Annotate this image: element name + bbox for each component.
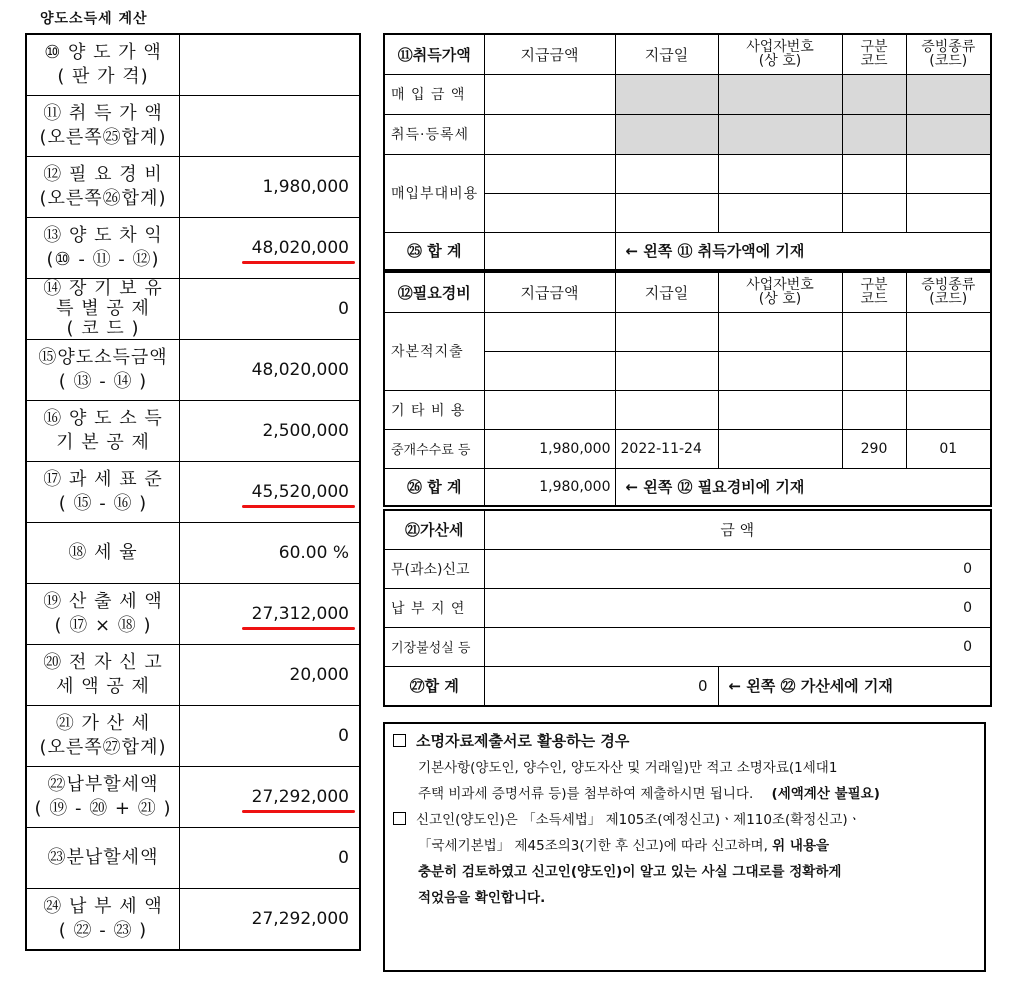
tax-base-field[interactable] (180, 462, 361, 523)
col-header-line: (코드) (929, 53, 968, 70)
table-row (26, 767, 360, 828)
cell-input[interactable] (615, 154, 718, 193)
checkbox[interactable] (393, 812, 406, 825)
cell-input[interactable] (718, 193, 842, 232)
col-header (906, 272, 991, 312)
row-label: ⑩ 양 도 가 액 (44, 42, 162, 63)
row-label: ⑬ 양 도 차 익 (43, 225, 163, 246)
table-row (26, 523, 360, 584)
cell-input[interactable] (842, 193, 906, 232)
row-label: 기 본 공 제 (56, 432, 150, 453)
table-row (26, 584, 360, 645)
row-label: ( ㉒ - ㉓ ) (58, 920, 148, 941)
table-header-row (384, 34, 991, 74)
table-row (26, 401, 360, 462)
row-label: ( ⑲ - ⑳ + ㉑ ) (34, 798, 172, 819)
row-label: ㉑ 가 산 세 (55, 713, 151, 734)
row-label: 매 입 금 액 (384, 74, 484, 114)
row-label: 중개수수료 등 (384, 429, 484, 468)
cell-input[interactable] (718, 351, 842, 390)
row-label: 특 별 공 제 (56, 298, 150, 319)
row-label: ( ⑮ - ⑯ ) (58, 493, 148, 514)
row-label: ⑭ 장 기 보 유 (43, 278, 163, 299)
tax-payable-field[interactable] (180, 767, 361, 828)
total-note: ← 왼쪽 ⑪ 취득가액에 기재 (615, 232, 991, 270)
col-header-line: 증빙종류 (921, 39, 976, 56)
cell-disabled (906, 74, 991, 114)
col-header-line: 코드 (860, 291, 888, 308)
notice-line (385, 807, 984, 833)
col-header-line: 구분 (860, 39, 888, 56)
underlined-value: 48,020,000 (251, 238, 349, 258)
col-header-line: (상 호) (758, 53, 802, 70)
col-header: 지급일 (615, 34, 718, 74)
table-row (384, 549, 991, 588)
col-header (718, 272, 842, 312)
late-payment-penalty[interactable]: 0 (484, 588, 991, 627)
row-label: 자본적지출 (384, 312, 484, 390)
brokerage-amount[interactable]: 1,980,000 (484, 429, 615, 468)
table-header-row (384, 272, 991, 312)
cell-input[interactable] (718, 390, 842, 429)
page-title: 양도소득세 계산 (40, 11, 148, 27)
basic-deduction-field[interactable]: 2,500,000 (180, 401, 361, 462)
row-label: 무(과소)신고 (384, 549, 484, 588)
table-row (26, 157, 360, 218)
table-row (26, 706, 360, 767)
row-label: ⑲ 산 출 세 액 (43, 591, 163, 612)
tax-calc-table (25, 33, 361, 951)
row-label: 납 부 지 연 (384, 588, 484, 627)
brokerage-date[interactable]: 2022-11-24 (615, 429, 718, 468)
col-header (718, 34, 842, 74)
cell-input[interactable] (906, 390, 991, 429)
table-row (384, 390, 991, 429)
col-header-line: 사업자번호 (746, 39, 814, 56)
long-term-deduction-field[interactable]: 0 (180, 279, 361, 340)
penalty-table (383, 509, 992, 707)
table-row (384, 312, 991, 351)
cell-input[interactable] (484, 114, 615, 154)
col-header: 금 액 (484, 510, 991, 549)
acquisition-price-field[interactable] (180, 96, 361, 157)
notice-emphasis: 위 내용을 (772, 838, 830, 854)
underlined-value: 27,292,000 (251, 787, 349, 807)
table-row (384, 588, 991, 627)
notice-line (385, 728, 984, 755)
total-label: ㉕ 합 계 (384, 232, 484, 270)
brokerage-code[interactable]: 290 (842, 429, 906, 468)
table-row (384, 429, 991, 468)
total-label: ㉗합 계 (384, 666, 484, 706)
total-row (384, 468, 991, 506)
cell-disabled (718, 74, 842, 114)
cell-input[interactable] (718, 312, 842, 351)
cell-input[interactable] (484, 74, 615, 114)
cell-input[interactable] (842, 312, 906, 351)
total-amount[interactable]: 0 (484, 666, 718, 706)
cell-input[interactable] (484, 193, 615, 232)
cell-input[interactable] (906, 312, 991, 351)
installment-tax-field[interactable]: 0 (180, 828, 361, 889)
expense-table (383, 271, 992, 507)
underlined-value: 27,312,000 (251, 604, 349, 624)
table-header-row (384, 510, 991, 549)
notice-text: 기본사항(양도인, 양수인, 양도자산 및 거래일)만 적고 소명자료(1세대1 (418, 760, 838, 776)
table-row (26, 34, 360, 96)
notice-emphasis: 충분히 검토하였고 신고인(양도인)이 알고 있는 사실 그대로를 정확하게 (418, 864, 842, 880)
row-label: 매입부대비용 (384, 154, 484, 232)
cell-disabled (615, 114, 718, 154)
col-header (906, 34, 991, 74)
total-amount[interactable] (484, 232, 615, 270)
row-label: ⑫ 필 요 경 비 (43, 164, 163, 185)
col-header-line: 코드 (860, 53, 888, 70)
row-label: ( ⑰ × ⑱ ) (54, 615, 152, 636)
total-row (384, 232, 991, 270)
cell-disabled (906, 114, 991, 154)
col-header-line: 사업자번호 (746, 277, 814, 294)
col-header-line: (상 호) (758, 291, 802, 308)
table-row (26, 218, 360, 279)
cell-disabled (842, 114, 906, 154)
col-header: 지급금액 (484, 34, 615, 74)
table-row (26, 462, 360, 523)
total-amount[interactable]: 1,980,000 (484, 468, 615, 506)
necessary-expense-field[interactable]: 1,980,000 (180, 157, 361, 218)
table-row (26, 828, 360, 889)
cell-input[interactable] (484, 154, 615, 193)
col-header-line: (코드) (929, 291, 968, 308)
row-label: 기장불성실 등 (384, 627, 484, 666)
row-label: ⑳ 전 자 신 고 (43, 652, 163, 673)
row-label: ⑪ 취 득 가 액 (43, 103, 163, 124)
acquisition-table (383, 33, 992, 271)
notice-emphasis: 적었음을 확인합니다. (418, 890, 546, 906)
cell-input[interactable] (484, 312, 615, 351)
cell-input[interactable] (615, 312, 718, 351)
notice-line (385, 781, 984, 807)
row-label: ㉓분납할세액 (47, 847, 159, 868)
cell-input[interactable] (718, 429, 842, 468)
table-row (384, 74, 991, 114)
notice-line (385, 833, 984, 859)
notice-text: 「국세기본법」 제45조의3(기한 후 신고)에 따라 신고하며, (418, 838, 773, 854)
col-header: 지급일 (615, 272, 718, 312)
row-label: ⑱ 세 율 (68, 542, 138, 563)
row-label: (⑩ - ⑪ - ⑫) (46, 249, 160, 270)
row-label: ㉒납부할세액 (47, 774, 159, 795)
cell-disabled (615, 74, 718, 114)
cell-disabled (718, 114, 842, 154)
cell-input[interactable] (906, 351, 991, 390)
computed-tax-field[interactable] (180, 584, 361, 645)
underlined-value: 45,520,000 (251, 482, 349, 502)
total-label: ㉖ 합 계 (384, 468, 484, 506)
col-header: 지급금액 (484, 272, 615, 312)
penalty-tax-field[interactable]: 0 (180, 706, 361, 767)
cell-input[interactable] (615, 351, 718, 390)
total-note: ← 왼쪽 ⑫ 필요경비에 기재 (615, 468, 991, 506)
col-header: ⑪취득가액 (384, 34, 484, 74)
table-row (384, 114, 991, 154)
cell-input[interactable] (484, 390, 615, 429)
notice-emphasis: (세액계산 불필요) (771, 786, 880, 802)
notice-heading: 소명자료제출서로 활용하는 경우 (416, 732, 630, 750)
cell-input[interactable] (906, 154, 991, 193)
notice-text: 주택 비과세 증명서류 등)를 첨부하여 제출하시면 됩니다. (418, 786, 754, 802)
sale-price-field[interactable] (180, 34, 361, 96)
row-label: ㉔ 납 부 세 액 (43, 896, 163, 917)
cell-input[interactable] (615, 390, 718, 429)
col-header-line: 구분 (860, 277, 888, 294)
e-filing-credit-field[interactable]: 20,000 (180, 645, 361, 706)
row-label: 기 타 비 용 (384, 390, 484, 429)
cell-input[interactable] (484, 351, 615, 390)
table-row (26, 279, 360, 340)
row-label: ⑯ 양 도 소 득 (43, 408, 163, 429)
cell-disabled (842, 74, 906, 114)
cell-input[interactable] (842, 154, 906, 193)
col-header: ㉑가산세 (384, 510, 484, 549)
row-label: ⑰ 과 세 표 준 (43, 469, 163, 490)
tax-rate-field[interactable]: 60.00 % (180, 523, 361, 584)
total-note: ← 왼쪽 ㉒ 가산세에 기재 (718, 666, 991, 706)
total-row (384, 666, 991, 706)
table-row (26, 340, 360, 401)
row-label: (오른쪽㉖합계) (39, 188, 167, 209)
col-header (842, 272, 906, 312)
cell-input[interactable] (842, 351, 906, 390)
notice-text: 신고인(양도인)은 「소득세법」 제105조(예정신고)ㆍ제110조(확정신고)ㆍ (416, 812, 861, 828)
row-label: 세 액 공 제 (56, 676, 150, 697)
table-row (384, 154, 991, 193)
table-row (26, 645, 360, 706)
table-row (26, 96, 360, 157)
cell-input[interactable] (718, 154, 842, 193)
row-label: (오른쪽㉕합계) (39, 127, 167, 148)
col-header (842, 34, 906, 74)
brokerage-proof-code[interactable]: 01 (906, 429, 991, 468)
cell-input[interactable] (842, 390, 906, 429)
transfer-gain-field[interactable] (180, 218, 361, 279)
row-label: ( 판 가 격) (57, 66, 149, 87)
row-label: ⑮양도소득금액 (38, 347, 168, 368)
row-label: (오른쪽㉗합계) (39, 737, 167, 758)
table-row (26, 889, 360, 951)
final-tax-field[interactable]: 27,292,000 (180, 889, 361, 951)
underreport-penalty[interactable]: 0 (484, 549, 991, 588)
row-label: ( 코 드 ) (66, 318, 140, 339)
cell-input[interactable] (615, 193, 718, 232)
cell-input[interactable] (906, 193, 991, 232)
table-row (384, 627, 991, 666)
row-label: ( ⑬ - ⑭ ) (58, 371, 148, 392)
row-label: 취득·등록세 (384, 114, 484, 154)
bookkeeping-penalty[interactable]: 0 (484, 627, 991, 666)
transfer-income-field[interactable]: 48,020,000 (180, 340, 361, 401)
notice-box (383, 722, 986, 972)
col-header-line: 증빙종류 (921, 277, 976, 294)
col-header: ⑫필요경비 (384, 272, 484, 312)
checkbox[interactable] (393, 734, 406, 747)
